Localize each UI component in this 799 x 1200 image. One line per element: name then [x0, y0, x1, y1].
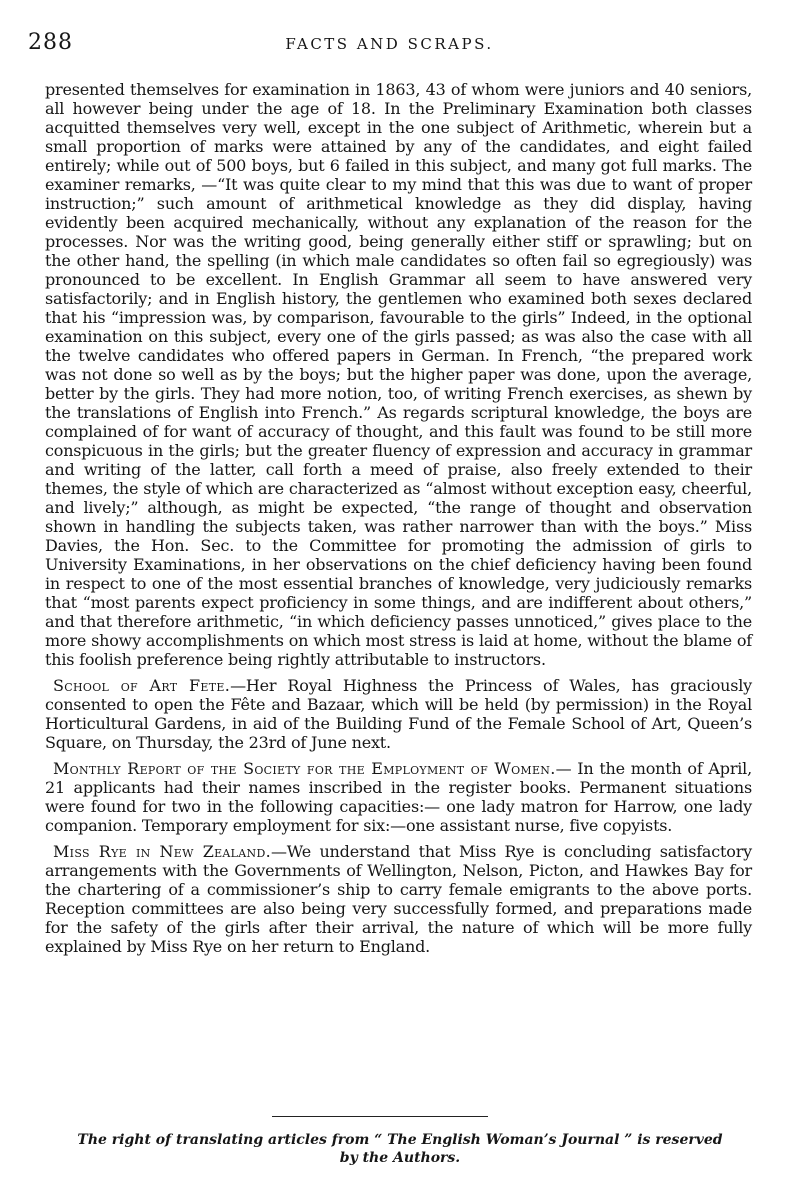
- scrap-text: — In the month of April, 21 applicants had their names inscribed in the register books. Permanent situations were found for two in the following capacities:— one lady matron for Harrow, one lady companion. Temporary employment for six:—one assistant nurse, five copyists.: [45, 759, 752, 835]
- scrap-heading: School of Art Fete.: [53, 676, 231, 695]
- scrap-heading: Miss Rye in New Zealand.: [53, 842, 271, 861]
- page-body: [45, 80, 752, 963]
- copyright-notice: [40, 1131, 760, 1167]
- copyright-line-1: The right of translating articles from “ The English Woman’s Journal ” is reserved: [77, 1132, 723, 1148]
- scrap-monthly-report: [45, 759, 752, 835]
- copyright-line-2: by the Authors.: [339, 1150, 461, 1166]
- scrap-miss-rye: [45, 842, 752, 956]
- continued-paragraph: presented themselves for examination in 1863, 43 of whom were juniors and 40 seniors, all however being under the age of 18. In the Preliminary Examination both classes acquitted themselves very well, except in the one subject of Arithmetic, wherein but a small proportion of marks were attained by any of the candidates, and eight failed entirely; while out of 500 boys, but 6 failed in this subject, and many got full marks. The examiner remarks, —“It was quite clear to my mind that this was due to want of proper instruction;” such amount of arithmetical knowledge as they did display, having evidently been acquired mechanically, without any explanation of the reason for the processes. Nor was the writing good, being generally either stiff or sprawling; but on the other hand, the spelling (in which male candidates so often fail so egregiously) was pronounced to be excellent. In English Grammar all seem to have answered very satisfactorily; and in English history, the gentlemen who examined both sexes declared that his “impression was, by comparison, favourable to the girls” Indeed, in the optional examination on this subject, every one of the girls passed; as was also the case with all the twelve candidates who offered papers in German. In French, “the prepared work was not done so well as by the boys; but the higher paper was done, upon the average, better by the girls. They had more notion, too, of writing French exercises, as shewn by the translations of English into French.” As regards scriptural knowledge, the boys are complained of for want of accuracy of thought, and this fault was found to be still more conspicuous in the girls; but the greater fluency of expression and accuracy in grammar and writing of the latter, call forth a meed of praise, also freely extended to their themes, the style of which are characterized as “almost without exception easy, cheerful, and lively;” although, as might be expected, “the range of thought and observation shown in handling the subjects taken, was rather narrower than with the boys.” Miss Davies, the Hon. Sec. to the Committee for promoting the admission of girls to University Examinations, in her observations on the chief deficiency having been found in respect to one of the most essential branches of knowledge, very judiciously remarks that “most parents expect proficiency in some things, and are indifferent about others,” and that therefore arithmetic, “in which deficiency passes unnoticed,” gives place to the more showy accomplishments on which most stress is laid at home, without the blame of this foolish preference being rightly attributable to instructors.: [45, 80, 752, 669]
- scrap-art-fete: [45, 676, 752, 752]
- scrap-text: —We understand that Miss Rye is concluding satisfactory arrangements with the Governments of Wellington, Nelson, Picton, and Hawkes Bay for the chartering of a commissioner’s ship to carry female emigrants to the above ports. Reception committees are also being very successfully formed, and preparations made for the safety of the girls after their arrival, the nature of which will be more fully explained by Miss Rye on her return to England.: [45, 842, 752, 956]
- page-number: 288: [28, 30, 73, 55]
- page-header: [28, 30, 751, 60]
- scrap-heading: Monthly Report of the Society for the Employment of Women.: [53, 759, 556, 778]
- footer-rule: [272, 1116, 488, 1117]
- running-title: FACTS AND SCRAPS.: [285, 35, 494, 53]
- scrap-text: —Her Royal Highness the Princess of Wales, has graciously consented to open the Fête and Bazaar, which will be held (by permission) in the Royal Horticultural Gardens, in aid of the Building Fund of the Female School of Art, Queen’s Square, on Thursday, the 23rd of June next.: [45, 676, 752, 752]
